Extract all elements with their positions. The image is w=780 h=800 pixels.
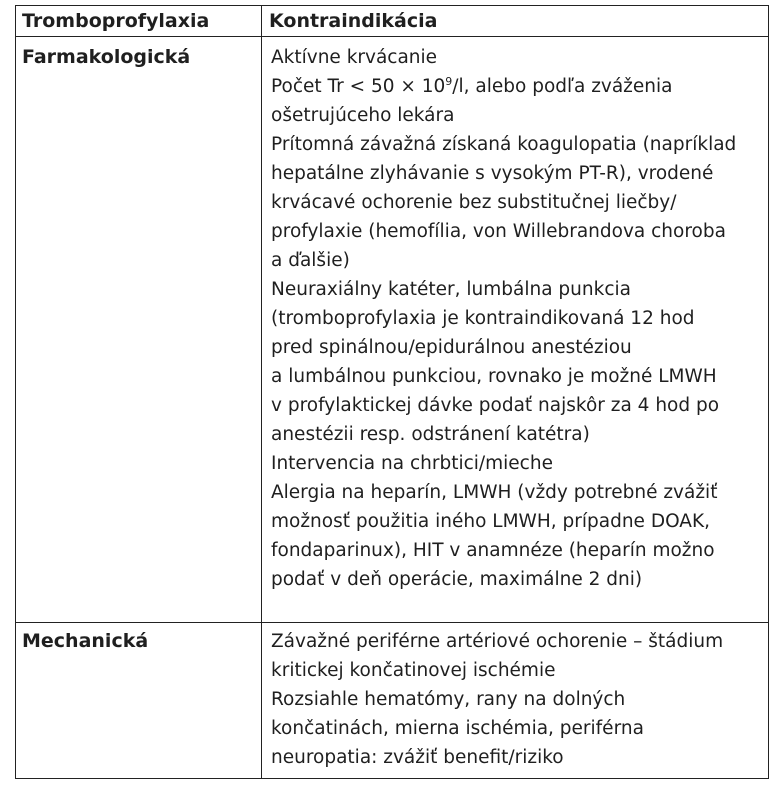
text-line: možnosť použitia iného LMWH, prípadne DOAK, [271, 511, 710, 532]
row-label-mechanical: Mechanická [22, 630, 149, 652]
text-fragment: Počet Tr < 50 × 10 [271, 76, 446, 97]
text-line: Aktívne krvácanie [271, 47, 438, 68]
text-fragment: /l, alebo podľa zváženia [452, 76, 673, 97]
text-line: anestézii resp. odstránení katétra) [271, 424, 590, 445]
text-line: profylaxie (hemofília, von Willebrandova choroba [271, 221, 726, 242]
text-line: pred spinálnou/epidurálnou anestéziou [271, 337, 632, 358]
text-line: fondaparinux), HIT v anamnéze (heparín možno [271, 540, 715, 561]
text-line: krvácavé ochorenie bez substitučnej liečby/ [271, 192, 677, 213]
header-thromboprophylaxis: Tromboprofylaxia [22, 10, 210, 32]
row-label-pharmacological: Farmakologická [22, 46, 191, 68]
text-line: kritickej končatinovej ischémie [271, 660, 556, 681]
text-line: Závažné periférne artériové ochorenie – štádium [271, 631, 724, 652]
text-line: a lumbálnou punkciou, rovnako je možné LMWH [271, 366, 717, 387]
text-line-platelets [271, 72, 736, 101]
text-line: Rozsiahle hematómy, rany na dolných [271, 689, 626, 710]
header-divider [16, 36, 768, 37]
pharmacological-contraindications [271, 43, 736, 594]
superscript-exponent: 9 [445, 75, 453, 88]
text-line: ošetrujúceho lekára [271, 105, 455, 126]
text-line: hepatálne zlyhávanie s vysokým PT-R), vrodené [271, 163, 714, 184]
text-line: končatinách, mierna ischémia, periférna [271, 718, 644, 739]
text-line: v profylaktickej dávke podať najskôr za 4 hod po [271, 395, 720, 416]
contraindications-table [15, 5, 769, 779]
column-divider [261, 6, 262, 778]
text-line: Intervencia na chrbtici/mieche [271, 453, 553, 474]
text-line: neuropatia: zvážiť benefit/riziko [271, 747, 564, 768]
text-line: podať v deň operácie, maximálne 2 dni) [271, 569, 643, 590]
text-line: Alergia na heparín, LMWH (vždy potrebné zvážiť [271, 482, 718, 503]
row-divider [16, 622, 768, 623]
text-line: Neuraxiálny katéter, lumbálna punkcia [271, 279, 631, 300]
text-line: a ďalšie) [271, 250, 350, 271]
header-contraindication: Kontraindikácia [269, 10, 438, 32]
text-line: Prítomná závažná získaná koagulopatia (napríklad [271, 134, 737, 155]
text-line: (tromboprofylaxia je kontraindikovaná 12 hod [271, 308, 695, 329]
mechanical-contraindications [271, 627, 723, 772]
